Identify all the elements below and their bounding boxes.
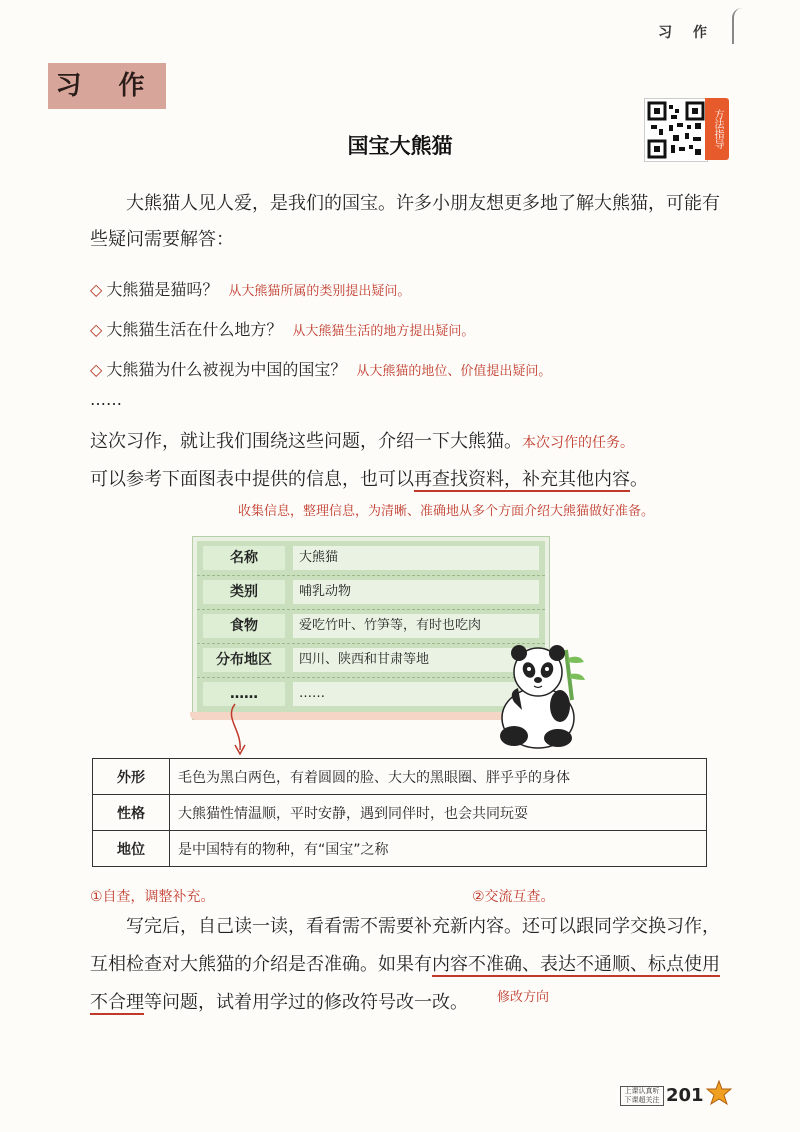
underlined-text: 内容不准确、表达不通顺、标点使用不合理: [90, 954, 720, 1013]
page-number: 201: [666, 1085, 704, 1106]
question-note: 从大熊猫生活的地方提出疑问。: [292, 324, 475, 339]
table-row: 外形 毛色为黑白两色，有着圆圆的脸、大大的黑眼圈、胖乎乎的身体: [93, 759, 707, 795]
card-row: …… ……: [197, 677, 545, 711]
question-note: 从大熊猫的地位、价值提出疑问。: [356, 364, 552, 379]
diamond-icon: ◇: [90, 320, 103, 339]
card-row: 类别 哺乳动物: [197, 575, 545, 610]
page-title: 国宝大熊猫: [347, 133, 453, 158]
footer-badge: 上课认真听 下课超关注: [620, 1086, 664, 1106]
ellipsis: ……: [90, 390, 122, 409]
closing-paragraph: 写完后，自己读一读，看看需不需要补充新内容。还可以跟同学交换习作，互相检查对大熊猫的介绍是否准确。如果有内容不准确、表达不通顺、标点使用不合理等问题，试着用学过的修改符号改一改。: [90, 916, 720, 1013]
qr-tag: 方法指导: [705, 98, 729, 160]
note-peer-check: ②交流互查。: [472, 889, 555, 905]
intro-paragraph: 大熊猫人见人爱，是我们的国宝。许多小朋友想更多地了解大熊猫，可能有些疑问需要解答：: [90, 193, 720, 250]
panda-icon: [488, 640, 588, 752]
star-mascot-icon: [706, 1080, 732, 1106]
card-row: 食物 爱吃竹叶、竹笋等，有时也吃肉: [197, 609, 545, 644]
question-3: ◇ 大熊猫为什么被视为中国的国宝？ 从大熊猫的地位、价值提出疑问。: [90, 360, 552, 379]
underlined-text: 再查找资料，补充其他内容: [414, 469, 630, 490]
card-row: 分布地区 四川、陕西和甘肃等地: [197, 643, 545, 678]
info-table: [92, 758, 707, 867]
diamond-icon: ◇: [90, 360, 103, 379]
header-curve: [732, 8, 748, 44]
closing-note: 修改方向: [497, 990, 550, 1005]
table-row: 性格 大熊猫性情温顺，平时安静，遇到同伴时，也会共同玩耍: [93, 795, 707, 831]
question-1: ◇ 大熊猫是猫吗？ 从大熊猫所属的类别提出疑问。: [90, 280, 411, 299]
note-self-check: ①自查，调整补充。: [90, 889, 215, 905]
question-note: 从大熊猫所属的类别提出疑问。: [228, 284, 411, 299]
question-2: ◇ 大熊猫生活在什么地方？ 从大熊猫生活的地方提出疑问。: [90, 320, 475, 339]
section-tab: 习 作: [48, 63, 166, 109]
running-title: 习 作: [658, 25, 715, 41]
table-row: 地位 是中国特有的物种，有“国宝”之称: [93, 831, 707, 867]
card-row: 名称 大熊猫: [197, 541, 545, 576]
task-paragraph: 这次习作，就让我们围绕这些问题，介绍一下大熊猫。本次习作的任务。: [90, 431, 634, 452]
arrow-icon: [220, 700, 260, 760]
reference-note: 收集信息，整理信息，为清晰、准确地从多个方面介绍大熊猫做好准备。: [238, 504, 655, 519]
diamond-icon: ◇: [90, 280, 103, 299]
task-note: 本次习作的任务。: [522, 435, 634, 451]
reference-paragraph: 可以参考下面图表中提供的信息，也可以再查找资料，补充其他内容。: [90, 469, 648, 490]
